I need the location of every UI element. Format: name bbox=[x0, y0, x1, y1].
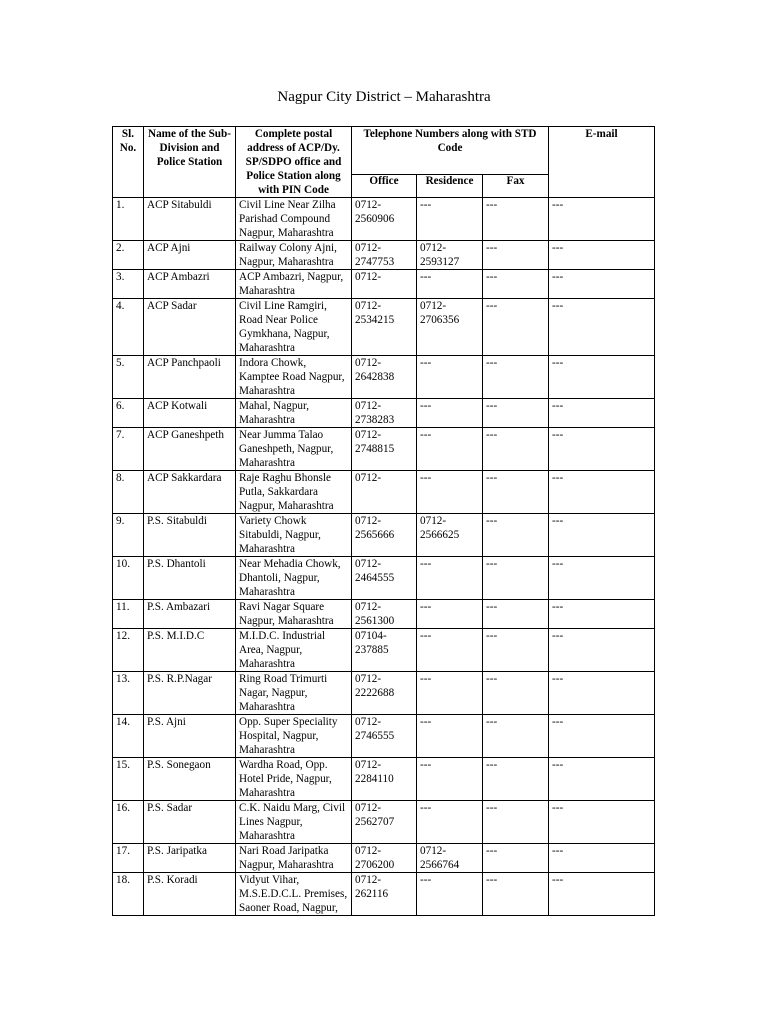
cell-sl-no: 6. bbox=[113, 399, 144, 428]
cell-residence-phone: --- bbox=[417, 600, 483, 629]
cell-fax: --- bbox=[483, 557, 549, 600]
table-row bbox=[113, 844, 655, 873]
cell-name: ACP Sitabuldi bbox=[144, 198, 236, 241]
cell-office-phone: 0712-2284110 bbox=[352, 758, 417, 801]
cell-fax: --- bbox=[483, 198, 549, 241]
cell-name: P.S. Sitabuldi bbox=[144, 514, 236, 557]
cell-fax: --- bbox=[483, 758, 549, 801]
cell-office-phone: 0712-2562707 bbox=[352, 801, 417, 844]
table-row bbox=[113, 299, 655, 356]
cell-name: P.S. Koradi bbox=[144, 873, 236, 916]
cell-fax: --- bbox=[483, 299, 549, 356]
cell-sl-no: 13. bbox=[113, 672, 144, 715]
cell-office-phone: 0712-2565666 bbox=[352, 514, 417, 557]
cell-office-phone: 0712-2561300 bbox=[352, 600, 417, 629]
cell-residence-phone: --- bbox=[417, 873, 483, 916]
cell-office-phone: 0712-2738283 bbox=[352, 399, 417, 428]
cell-sl-no: 5. bbox=[113, 356, 144, 399]
cell-office-phone: 0712-2642838 bbox=[352, 356, 417, 399]
cell-name: P.S. Dhantoli bbox=[144, 557, 236, 600]
cell-sl-no: 4. bbox=[113, 299, 144, 356]
cell-address: Nari Road Jaripatka Nagpur, Maharashtra bbox=[236, 844, 352, 873]
cell-email: --- bbox=[549, 629, 655, 672]
cell-email: --- bbox=[549, 428, 655, 471]
cell-sl-no: 8. bbox=[113, 471, 144, 514]
cell-fax: --- bbox=[483, 428, 549, 471]
cell-sl-no: 14. bbox=[113, 715, 144, 758]
cell-address: M.I.D.C. Industrial Area, Nagpur, Maharashtra bbox=[236, 629, 352, 672]
cell-name: ACP Ajni bbox=[144, 241, 236, 270]
cell-sl-no: 16. bbox=[113, 801, 144, 844]
cell-fax: --- bbox=[483, 471, 549, 514]
cell-sl-no: 1. bbox=[113, 198, 144, 241]
cell-fax: --- bbox=[483, 270, 549, 299]
cell-email: --- bbox=[549, 715, 655, 758]
cell-fax: --- bbox=[483, 672, 549, 715]
cell-address: Near Mehadia Chowk, Dhantoli, Nagpur, Maharashtra bbox=[236, 557, 352, 600]
cell-fax: --- bbox=[483, 715, 549, 758]
table-row bbox=[113, 672, 655, 715]
cell-sl-no: 18. bbox=[113, 873, 144, 916]
cell-fax: --- bbox=[483, 629, 549, 672]
cell-email: --- bbox=[549, 758, 655, 801]
cell-address: Mahal, Nagpur, Maharashtra bbox=[236, 399, 352, 428]
cell-sl-no: 11. bbox=[113, 600, 144, 629]
table-row bbox=[113, 514, 655, 557]
table-row bbox=[113, 715, 655, 758]
cell-office-phone: 0712-2706200 bbox=[352, 844, 417, 873]
cell-fax: --- bbox=[483, 514, 549, 557]
cell-name: P.S. Ajni bbox=[144, 715, 236, 758]
table-row bbox=[113, 471, 655, 514]
cell-address: Near Jumma Talao Ganeshpeth, Nagpur, Maharashtra bbox=[236, 428, 352, 471]
cell-email: --- bbox=[549, 299, 655, 356]
cell-name: P.S. Jaripatka bbox=[144, 844, 236, 873]
cell-email: --- bbox=[549, 600, 655, 629]
table-row bbox=[113, 557, 655, 600]
cell-email: --- bbox=[549, 514, 655, 557]
cell-name: ACP Panchpaoli bbox=[144, 356, 236, 399]
cell-email: --- bbox=[549, 198, 655, 241]
header-office: Office bbox=[352, 174, 417, 197]
cell-name: P.S. R.P.Nagar bbox=[144, 672, 236, 715]
cell-address: Ravi Nagar Square Nagpur, Maharashtra bbox=[236, 600, 352, 629]
cell-residence-phone: --- bbox=[417, 758, 483, 801]
cell-residence-phone: --- bbox=[417, 715, 483, 758]
cell-residence-phone: 0712-2566625 bbox=[417, 514, 483, 557]
cell-address: Raje Raghu Bhonsle Putla, Sakkardara Nagpur, Maharashtra bbox=[236, 471, 352, 514]
cell-residence-phone: --- bbox=[417, 672, 483, 715]
cell-fax: --- bbox=[483, 399, 549, 428]
table-row bbox=[113, 198, 655, 241]
cell-office-phone: 07104-237885 bbox=[352, 629, 417, 672]
table-row bbox=[113, 801, 655, 844]
cell-residence-phone: --- bbox=[417, 270, 483, 299]
header-address: Complete postal address of ACP/Dy. SP/SDPO office and Police Station along with PIN Code bbox=[236, 127, 352, 198]
table-row bbox=[113, 241, 655, 270]
cell-email: --- bbox=[549, 672, 655, 715]
cell-office-phone: 0712-262116 bbox=[352, 873, 417, 916]
cell-residence-phone: --- bbox=[417, 399, 483, 428]
cell-office-phone: 0712- bbox=[352, 270, 417, 299]
cell-office-phone: 0712- bbox=[352, 471, 417, 514]
cell-residence-phone: 0712-2566764 bbox=[417, 844, 483, 873]
header-email: E-mail bbox=[549, 127, 655, 198]
table-row bbox=[113, 600, 655, 629]
cell-address: ACP Ambazri, Nagpur, Maharashtra bbox=[236, 270, 352, 299]
cell-office-phone: 0712-2746555 bbox=[352, 715, 417, 758]
cell-address: Opp. Super Speciality Hospital, Nagpur, Maharashtra bbox=[236, 715, 352, 758]
cell-email: --- bbox=[549, 399, 655, 428]
table-row bbox=[113, 270, 655, 299]
cell-office-phone: 0712-2747753 bbox=[352, 241, 417, 270]
cell-address: Vidyut Vihar, M.S.E.D.C.L. Premises, Saoner Road, Nagpur, bbox=[236, 873, 352, 916]
cell-email: --- bbox=[549, 844, 655, 873]
table-row bbox=[113, 629, 655, 672]
cell-sl-no: 17. bbox=[113, 844, 144, 873]
cell-email: --- bbox=[549, 873, 655, 916]
header-fax: Fax bbox=[483, 174, 549, 197]
cell-residence-phone: 0712-2593127 bbox=[417, 241, 483, 270]
cell-residence-phone: --- bbox=[417, 198, 483, 241]
header-name: Name of the Sub-Division and Police Station bbox=[144, 127, 236, 198]
header-row bbox=[113, 127, 655, 175]
table-row bbox=[113, 758, 655, 801]
cell-name: ACP Kotwali bbox=[144, 399, 236, 428]
table-row bbox=[113, 356, 655, 399]
header-residence: Residence bbox=[417, 174, 483, 197]
cell-office-phone: 0712-2560906 bbox=[352, 198, 417, 241]
cell-residence-phone: --- bbox=[417, 801, 483, 844]
page-title: Nagpur City District – Maharashtra bbox=[277, 89, 491, 105]
cell-email: --- bbox=[549, 471, 655, 514]
cell-office-phone: 0712-2464555 bbox=[352, 557, 417, 600]
cell-sl-no: 7. bbox=[113, 428, 144, 471]
cell-name: ACP Sakkardara bbox=[144, 471, 236, 514]
cell-name: ACP Ganeshpeth bbox=[144, 428, 236, 471]
header-sl-no: Sl. No. bbox=[113, 127, 144, 198]
cell-fax: --- bbox=[483, 844, 549, 873]
cell-address: Civil Line Near Zilha Parishad Compound Nagpur, Maharashtra bbox=[236, 198, 352, 241]
cell-address: Ring Road Trimurti Nagar, Nagpur, Maharashtra bbox=[236, 672, 352, 715]
cell-email: --- bbox=[549, 241, 655, 270]
cell-name: P.S. M.I.D.C bbox=[144, 629, 236, 672]
cell-fax: --- bbox=[483, 600, 549, 629]
cell-residence-phone: --- bbox=[417, 557, 483, 600]
cell-address: Variety Chowk Sitabuldi, Nagpur, Maharashtra bbox=[236, 514, 352, 557]
cell-office-phone: 0712-2222688 bbox=[352, 672, 417, 715]
cell-residence-phone: --- bbox=[417, 428, 483, 471]
table-row bbox=[113, 399, 655, 428]
table-row bbox=[113, 873, 655, 916]
cell-office-phone: 0712-2534215 bbox=[352, 299, 417, 356]
cell-address: C.K. Naidu Marg, Civil Lines Nagpur, Maharashtra bbox=[236, 801, 352, 844]
cell-address: Indora Chowk, Kamptee Road Nagpur, Maharashtra bbox=[236, 356, 352, 399]
cell-fax: --- bbox=[483, 801, 549, 844]
cell-sl-no: 3. bbox=[113, 270, 144, 299]
cell-sl-no: 15. bbox=[113, 758, 144, 801]
cell-email: --- bbox=[549, 801, 655, 844]
cell-name: P.S. Sadar bbox=[144, 801, 236, 844]
cell-residence-phone: --- bbox=[417, 629, 483, 672]
cell-residence-phone: --- bbox=[417, 471, 483, 514]
cell-fax: --- bbox=[483, 356, 549, 399]
cell-fax: --- bbox=[483, 241, 549, 270]
cell-address: Civil Line Ramgiri, Road Near Police Gymkhana, Nagpur, Maharashtra bbox=[236, 299, 352, 356]
cell-residence-phone: --- bbox=[417, 356, 483, 399]
cell-sl-no: 10. bbox=[113, 557, 144, 600]
table-row bbox=[113, 428, 655, 471]
cell-sl-no: 2. bbox=[113, 241, 144, 270]
cell-address: Wardha Road, Opp. Hotel Pride, Nagpur, Maharashtra bbox=[236, 758, 352, 801]
cell-address: Railway Colony Ajni, Nagpur, Maharashtra bbox=[236, 241, 352, 270]
cell-fax: --- bbox=[483, 873, 549, 916]
cell-email: --- bbox=[549, 270, 655, 299]
police-stations-table bbox=[112, 126, 655, 916]
cell-sl-no: 9. bbox=[113, 514, 144, 557]
cell-name: P.S. Ambazari bbox=[144, 600, 236, 629]
cell-residence-phone: 0712-2706356 bbox=[417, 299, 483, 356]
cell-email: --- bbox=[549, 356, 655, 399]
cell-office-phone: 0712-2748815 bbox=[352, 428, 417, 471]
cell-sl-no: 12. bbox=[113, 629, 144, 672]
cell-name: P.S. Sonegaon bbox=[144, 758, 236, 801]
cell-name: ACP Sadar bbox=[144, 299, 236, 356]
cell-name: ACP Ambazri bbox=[144, 270, 236, 299]
cell-email: --- bbox=[549, 557, 655, 600]
header-telephone: Telephone Numbers along with STD Code bbox=[352, 127, 549, 175]
